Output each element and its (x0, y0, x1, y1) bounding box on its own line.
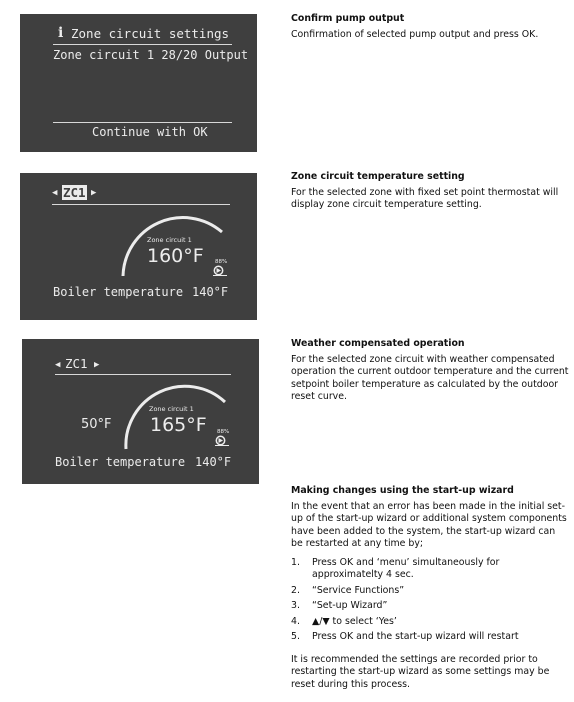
steps-list (291, 557, 569, 644)
info-icon: i (58, 25, 64, 41)
list-item: 4. ▲/▼ to select ‘Yes’ (291, 615, 397, 627)
right-arrow-icon: ▶ (94, 360, 100, 370)
list-item: 2. “Service Functions” (291, 584, 405, 596)
section-zone-temperature (291, 171, 569, 212)
pump-icon (213, 265, 227, 276)
pump-percent: 88% (217, 429, 230, 435)
pump-icon (215, 435, 229, 446)
arc-label: Zone circuit 1 (149, 405, 194, 413)
list-item: 3. “Set-up Wizard” (291, 600, 388, 611)
section-confirm-pump (291, 13, 569, 41)
section-body: In the event that an error has been made in the initial set-up of the start-up wizard or additional system components have been added to the system, the start-up wizard can be restarted at any time by; (291, 500, 567, 549)
zone-temperature-screen (20, 173, 257, 320)
boiler-label: Boiler temperature (53, 285, 184, 299)
section-heading: Confirm pump output (291, 13, 405, 24)
section-heading: Making changes using the start-up wizard (291, 485, 514, 496)
right-arrow-icon: ▶ (91, 188, 97, 198)
zone-temperature-value: 160°F (147, 245, 204, 267)
list-item: 1. Press OK and ‘menu’ simultaneously for approximatelty 4 sec. (291, 556, 500, 580)
section-body: Confirmation of selected pump output and press OK. (291, 28, 539, 40)
footer-divider (53, 122, 232, 123)
zone-nav-label: ZC1 (65, 356, 88, 371)
zone-circuit-row: Zone circuit 1 28/20 Output (53, 48, 249, 62)
continue-label: Continue with OK (92, 125, 208, 139)
section-weather-compensated (291, 338, 569, 404)
zone-temperature-value: 165°F (150, 414, 207, 436)
weather-compensated-screen (22, 339, 259, 484)
section-heading: Zone circuit temperature setting (291, 171, 465, 182)
section-body: For the selected zone with fixed set point thermostat will display zone circuit temperature setting. (291, 186, 559, 210)
zone-nav-label: ZC1 (63, 185, 86, 200)
left-arrow-icon: ◀ (52, 188, 58, 198)
pump-percent: 88% (215, 259, 228, 265)
outdoor-temperature: 50°F (81, 417, 112, 432)
boiler-value: 140°F (195, 455, 232, 469)
screen-title: Zone circuit settings (71, 26, 230, 41)
left-arrow-icon: ◀ (55, 360, 61, 370)
boiler-label: Boiler temperature (55, 455, 186, 469)
arc-label: Zone circuit 1 (147, 236, 192, 244)
section-body: For the selected zone circuit with weather compensated operation the current outdoor temperature and the current setpoint boiler temperature as calculated by the outdoor reset curve. (291, 353, 569, 402)
list-item: 5. Press OK and the start-up wizard will restart (291, 631, 519, 642)
title-divider (53, 44, 232, 45)
section-start-up-wizard (291, 485, 569, 691)
zone-circuit-settings-screen (20, 14, 257, 152)
section-heading: Weather compensated operation (291, 338, 465, 349)
section-note: It is recommended the settings are recorded prior to restarting the start-up wizard as some settings may be reset during this process. (291, 653, 550, 690)
boiler-value: 140°F (192, 285, 229, 299)
